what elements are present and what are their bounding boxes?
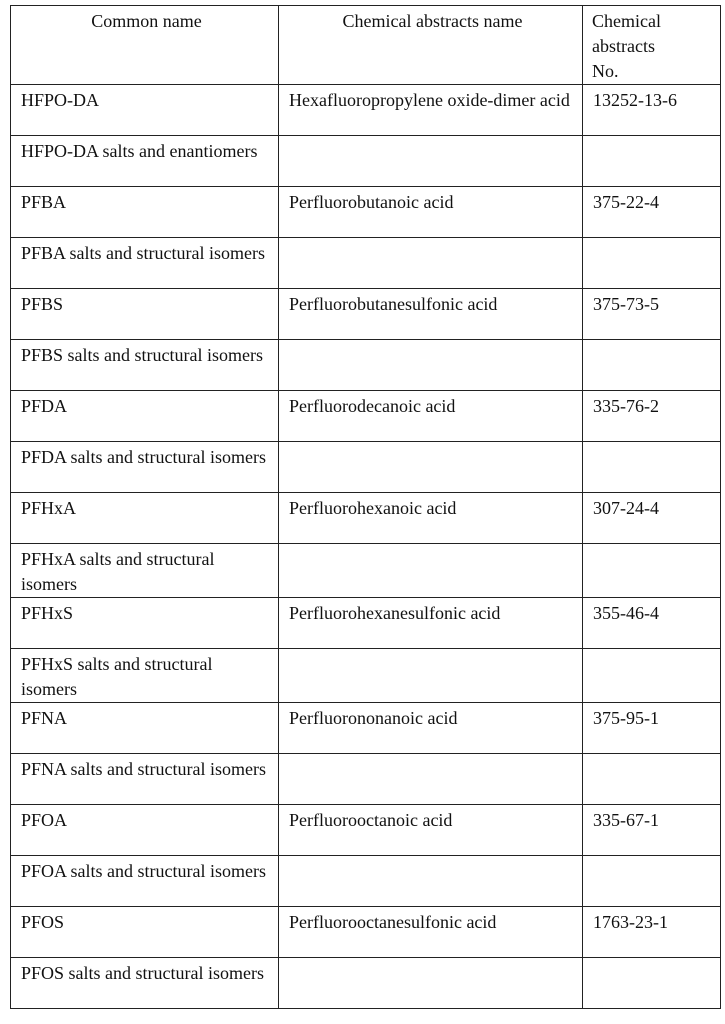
cell-cas-number: 375-95-1	[583, 703, 721, 754]
table-row	[11, 598, 721, 649]
header-common-name: Common name	[11, 6, 279, 85]
cell-chemical-abstracts-name	[279, 649, 583, 703]
cell-cas-number: 1763-23-1	[583, 907, 721, 958]
cell-chemical-abstracts-name	[279, 442, 583, 493]
cell-cas-number: 307-24-4	[583, 493, 721, 544]
cell-common-name: PFOS salts and structural isomers	[11, 958, 279, 1009]
table-row	[11, 289, 721, 340]
cell-cas-number	[583, 649, 721, 703]
cell-cas-number	[583, 340, 721, 391]
cell-chemical-abstracts-name	[279, 340, 583, 391]
cell-chemical-abstracts-name	[279, 136, 583, 187]
cell-common-name: PFHxS salts and structural isomers	[11, 649, 279, 703]
cell-common-name: PFNA	[11, 703, 279, 754]
cell-common-name: PFHxA	[11, 493, 279, 544]
cell-cas-number	[583, 754, 721, 805]
cell-common-name: PFBA salts and structural isomers	[11, 238, 279, 289]
table-row	[11, 907, 721, 958]
cell-cas-number: 335-67-1	[583, 805, 721, 856]
cell-chemical-abstracts-name	[279, 856, 583, 907]
cell-chemical-abstracts-name	[279, 958, 583, 1009]
table-body	[11, 85, 721, 1009]
table-row	[11, 649, 721, 703]
cell-cas-number	[583, 958, 721, 1009]
table-row	[11, 856, 721, 907]
table-row	[11, 442, 721, 493]
cell-common-name: PFDA	[11, 391, 279, 442]
chemical-table	[10, 5, 721, 1009]
cell-cas-number	[583, 442, 721, 493]
table-row	[11, 493, 721, 544]
cell-cas-number: 375-73-5	[583, 289, 721, 340]
cell-cas-number: 335-76-2	[583, 391, 721, 442]
cell-cas-number	[583, 856, 721, 907]
cell-cas-number: 355-46-4	[583, 598, 721, 649]
table-row	[11, 805, 721, 856]
cell-chemical-abstracts-name: Perfluorodecanoic acid	[279, 391, 583, 442]
cell-cas-number	[583, 544, 721, 598]
table-row	[11, 958, 721, 1009]
cell-chemical-abstracts-name: Perfluorohexanoic acid	[279, 493, 583, 544]
table-row	[11, 136, 721, 187]
table-row	[11, 340, 721, 391]
table-header-row	[11, 6, 721, 85]
cell-cas-number: 375-22-4	[583, 187, 721, 238]
cell-chemical-abstracts-name: Perfluorobutanoic acid	[279, 187, 583, 238]
cell-common-name: PFHxS	[11, 598, 279, 649]
cell-common-name: PFHxA salts and structural isomers	[11, 544, 279, 598]
cell-common-name: PFBS	[11, 289, 279, 340]
cell-chemical-abstracts-name: Hexafluoropropylene oxide-dimer acid	[279, 85, 583, 136]
cell-common-name: PFBS salts and structural isomers	[11, 340, 279, 391]
header-cas-line-2: abstracts	[592, 36, 655, 56]
cell-cas-number: 13252-13-6	[583, 85, 721, 136]
cell-chemical-abstracts-name: Perfluorobutanesulfonic acid	[279, 289, 583, 340]
table-row	[11, 187, 721, 238]
cell-common-name: HFPO-DA	[11, 85, 279, 136]
cell-cas-number	[583, 136, 721, 187]
header-cas-line-3: No.	[592, 61, 619, 81]
cell-chemical-abstracts-name: Perfluorohexanesulfonic acid	[279, 598, 583, 649]
cell-common-name: PFDA salts and structural isomers	[11, 442, 279, 493]
cell-common-name: HFPO-DA salts and enantiomers	[11, 136, 279, 187]
cell-chemical-abstracts-name	[279, 754, 583, 805]
cell-chemical-abstracts-name	[279, 238, 583, 289]
header-cas-line-1: Chemical	[592, 11, 661, 31]
table-row	[11, 85, 721, 136]
table-row	[11, 544, 721, 598]
header-chemical-abstracts-name: Chemical abstracts name	[279, 6, 583, 85]
cell-common-name: PFOA salts and structural isomers	[11, 856, 279, 907]
table-row	[11, 391, 721, 442]
cell-chemical-abstracts-name: Perfluorononanoic acid	[279, 703, 583, 754]
header-cas-number	[583, 6, 721, 85]
cell-common-name: PFBA	[11, 187, 279, 238]
cell-common-name: PFOA	[11, 805, 279, 856]
cell-common-name: PFNA salts and structural isomers	[11, 754, 279, 805]
cell-chemical-abstracts-name: Perfluorooctanoic acid	[279, 805, 583, 856]
cell-chemical-abstracts-name: Perfluorooctanesulfonic acid	[279, 907, 583, 958]
table-row	[11, 754, 721, 805]
table-row	[11, 703, 721, 754]
cell-common-name: PFOS	[11, 907, 279, 958]
cell-chemical-abstracts-name	[279, 544, 583, 598]
table-row	[11, 238, 721, 289]
cell-cas-number	[583, 238, 721, 289]
